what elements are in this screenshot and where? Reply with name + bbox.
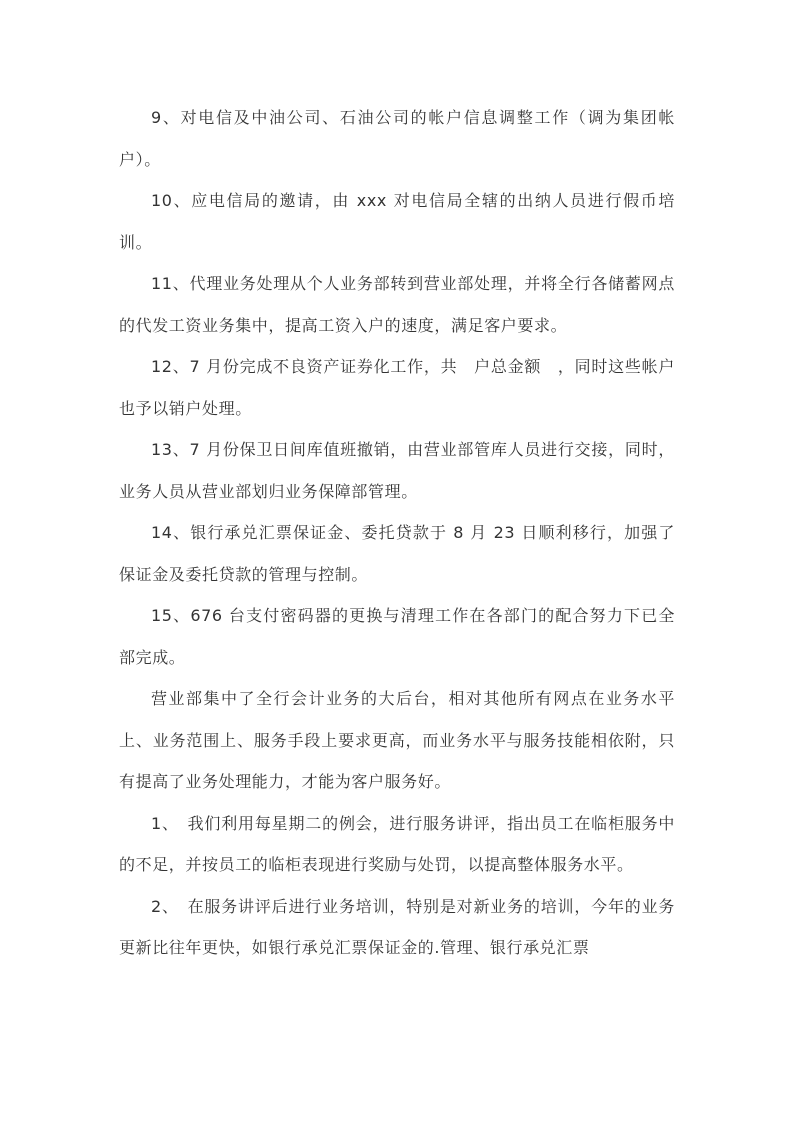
paragraph-item-14: 14、银行承兑汇票保证金、委托贷款于 8 月 23 日顺利移行，加强了保证金及委托贷款的管理与控制。: [119, 523, 675, 584]
paragraph-item-15: 15、676 台支付密码器的更换与清理工作在各部门的配合努力下已全部完成。: [119, 606, 675, 667]
paragraph-item-10: 10、应电信局的邀请，由 xxx 对电信局全辖的出纳人员进行假币培训。: [119, 191, 675, 252]
paragraph-measure-1: 1、 我们利用每星期二的例会，进行服务讲评，指出员工在临柜服务中的不足，并按员工的临柜表现进行奖励与处罚，以提高整体服务水平。: [119, 813, 675, 874]
paragraph-item-9: 9、对电信及中油公司、石油公司的帐户信息调整工作（调为集团帐户）。: [119, 108, 675, 169]
document-body: [119, 97, 675, 969]
paragraph-item-13: 13、7 月份保卫日间库值班撤销，由营业部管库人员进行交接，同时，业务人员从营业部划归业务保障部管理。: [119, 440, 675, 501]
paragraph-item-12: 12、7 月份完成不良资产证券化工作，共 户总金额 ，同时这些帐户也予以销户处理。: [119, 357, 675, 418]
paragraph-summary: 营业部集中了全行会计业务的大后台，相对其他所有网点在业务水平上、业务范围上、服务手段上要求更高，而业务水平与服务技能相依附，只有提高了业务处理能力，才能为客户服务好。: [119, 689, 675, 791]
paragraph-item-11: 11、代理业务处理从个人业务部转到营业部处理，并将全行各储蓄网点的代发工资业务集中，提高工资入户的速度，满足客户要求。: [119, 274, 675, 335]
paragraph-measure-2: 2、 在服务讲评后进行业务培训，特别是对新业务的培训，今年的业务更新比往年更快，如银行承兑汇票保证金的.管理、银行承兑汇票: [119, 896, 675, 957]
